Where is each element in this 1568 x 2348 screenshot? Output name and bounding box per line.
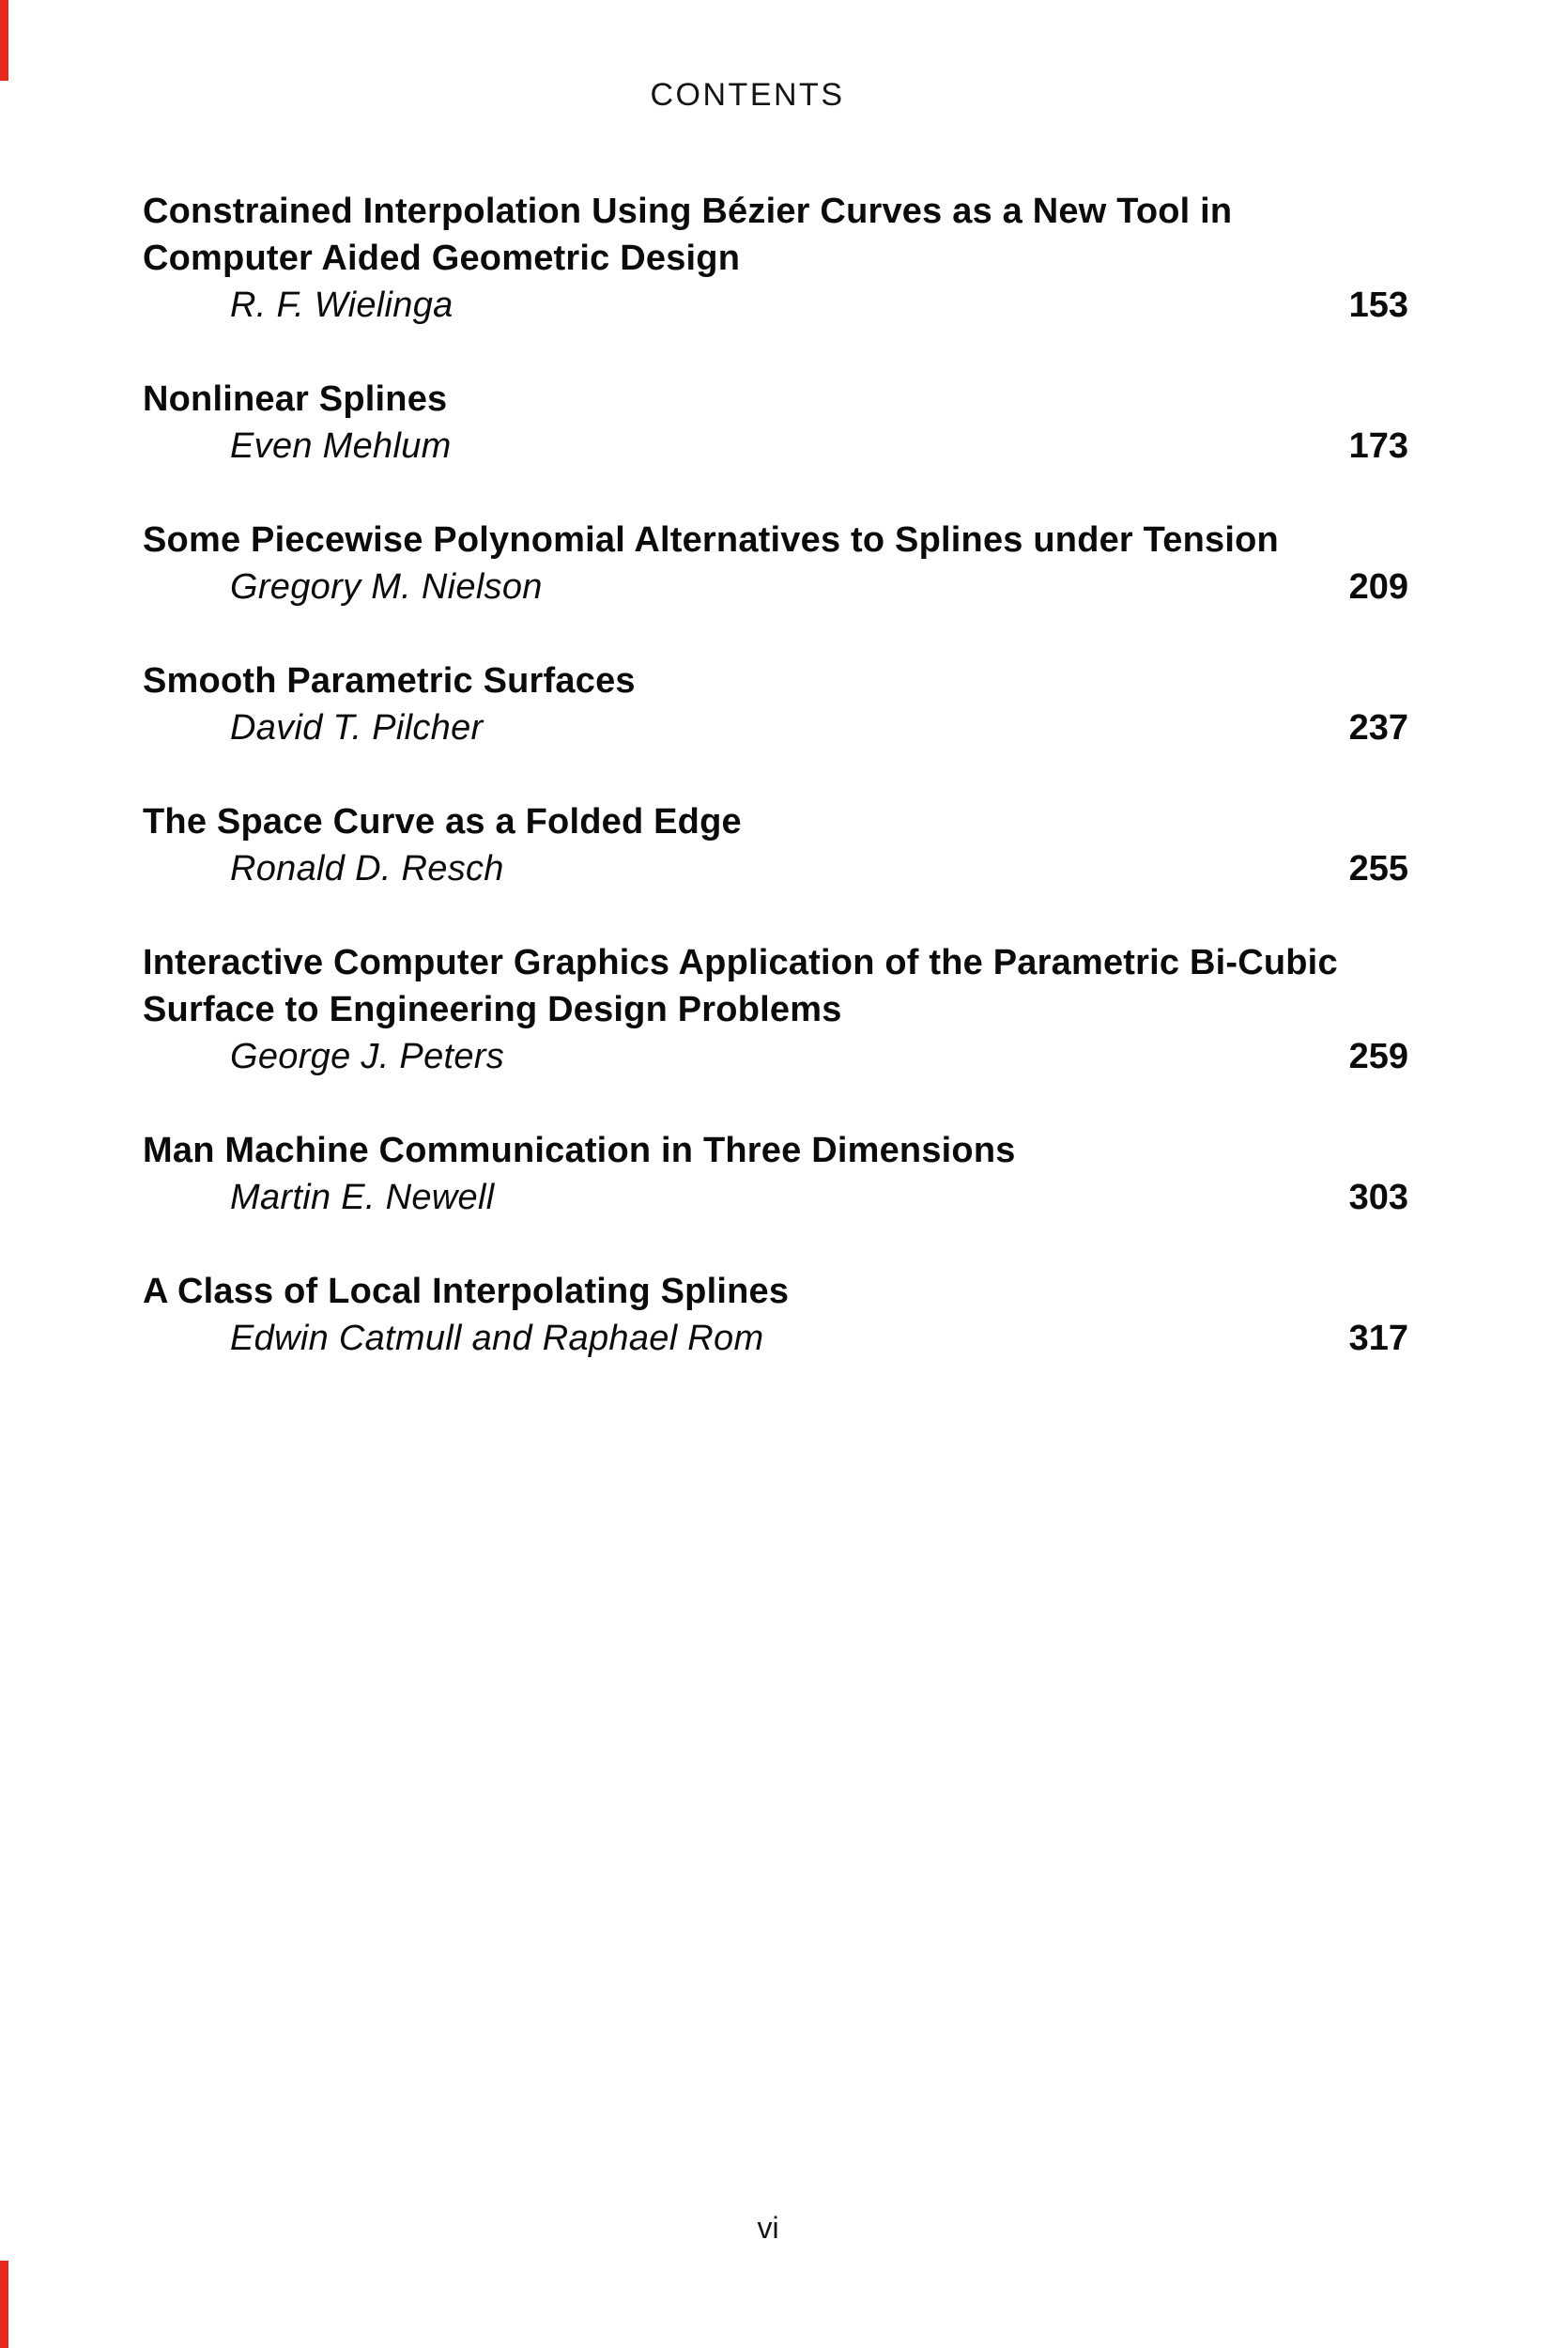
entry-author: David T. Pilcher [230, 708, 484, 748]
entry-title-line: Surface to Engineering Design Problems [143, 990, 842, 1029]
entry-title [143, 188, 1408, 282]
entry-title-line: Some Piecewise Polynomial Alternatives to Splines under Tension [143, 520, 1279, 560]
entry-title [143, 939, 1408, 1033]
entry-page-number: 173 [1348, 426, 1408, 466]
entry-title-line: Constrained Interpolation Using Bézier Curves as a New Tool in [143, 192, 1233, 231]
entry-title-line: Computer Aided Geometric Design [143, 239, 741, 278]
toc-entry [143, 1127, 1408, 1221]
entry-title-line: Interactive Computer Graphics Application of the Parametric Bi-Cubic [143, 943, 1338, 982]
entry-author-line [143, 845, 1408, 892]
entry-title-line: The Space Curve as a Folded Edge [143, 802, 742, 842]
entry-page-number: 209 [1348, 567, 1408, 607]
entry-author-line [143, 1033, 1408, 1080]
entry-author-line [143, 423, 1408, 470]
toc-entry [143, 798, 1408, 892]
entry-author: R. F. Wielinga [230, 286, 453, 325]
folio-page-number: vi [757, 2211, 779, 2245]
entry-title [143, 798, 1408, 845]
toc-entry [143, 188, 1408, 329]
toc-entry [143, 517, 1408, 610]
toc-entry [143, 657, 1408, 751]
entry-author-line [143, 564, 1408, 610]
toc-entry [143, 376, 1408, 470]
page-title: CONTENTS [650, 77, 845, 113]
entry-title-line: Nonlinear Splines [143, 379, 448, 419]
entry-author-line [143, 704, 1408, 751]
entry-author-line [143, 282, 1408, 329]
toc-entry [143, 1268, 1408, 1362]
entry-title [143, 1127, 1408, 1174]
entry-author: Martin E. Newell [230, 1178, 495, 1217]
entry-page-number: 259 [1348, 1037, 1408, 1076]
entry-page-number: 303 [1348, 1178, 1408, 1217]
toc-list [143, 188, 1408, 1409]
entry-author-line [143, 1315, 1408, 1362]
red-edge-mark-top [0, 0, 8, 81]
entry-title [143, 657, 1408, 704]
entry-page-number: 153 [1348, 286, 1408, 325]
red-edge-mark-bottom [0, 2261, 8, 2348]
entry-author: Edwin Catmull and Raphael Rom [230, 1319, 764, 1358]
entry-page-number: 237 [1348, 708, 1408, 748]
entry-title-line: A Class of Local Interpolating Splines [143, 1272, 790, 1311]
entry-title-line: Man Machine Communication in Three Dimensions [143, 1131, 1016, 1170]
entry-title [143, 376, 1408, 423]
entry-author: Even Mehlum [230, 426, 452, 466]
entry-author: George J. Peters [230, 1037, 505, 1076]
toc-entry [143, 939, 1408, 1080]
entry-title [143, 1268, 1408, 1315]
entry-title-line: Smooth Parametric Surfaces [143, 661, 636, 701]
entry-title [143, 517, 1408, 564]
entry-author-line [143, 1174, 1408, 1221]
entry-author: Ronald D. Resch [230, 849, 504, 888]
entry-page-number: 255 [1348, 849, 1408, 888]
entry-author: Gregory M. Nielson [230, 567, 543, 607]
entry-page-number: 317 [1348, 1319, 1408, 1358]
